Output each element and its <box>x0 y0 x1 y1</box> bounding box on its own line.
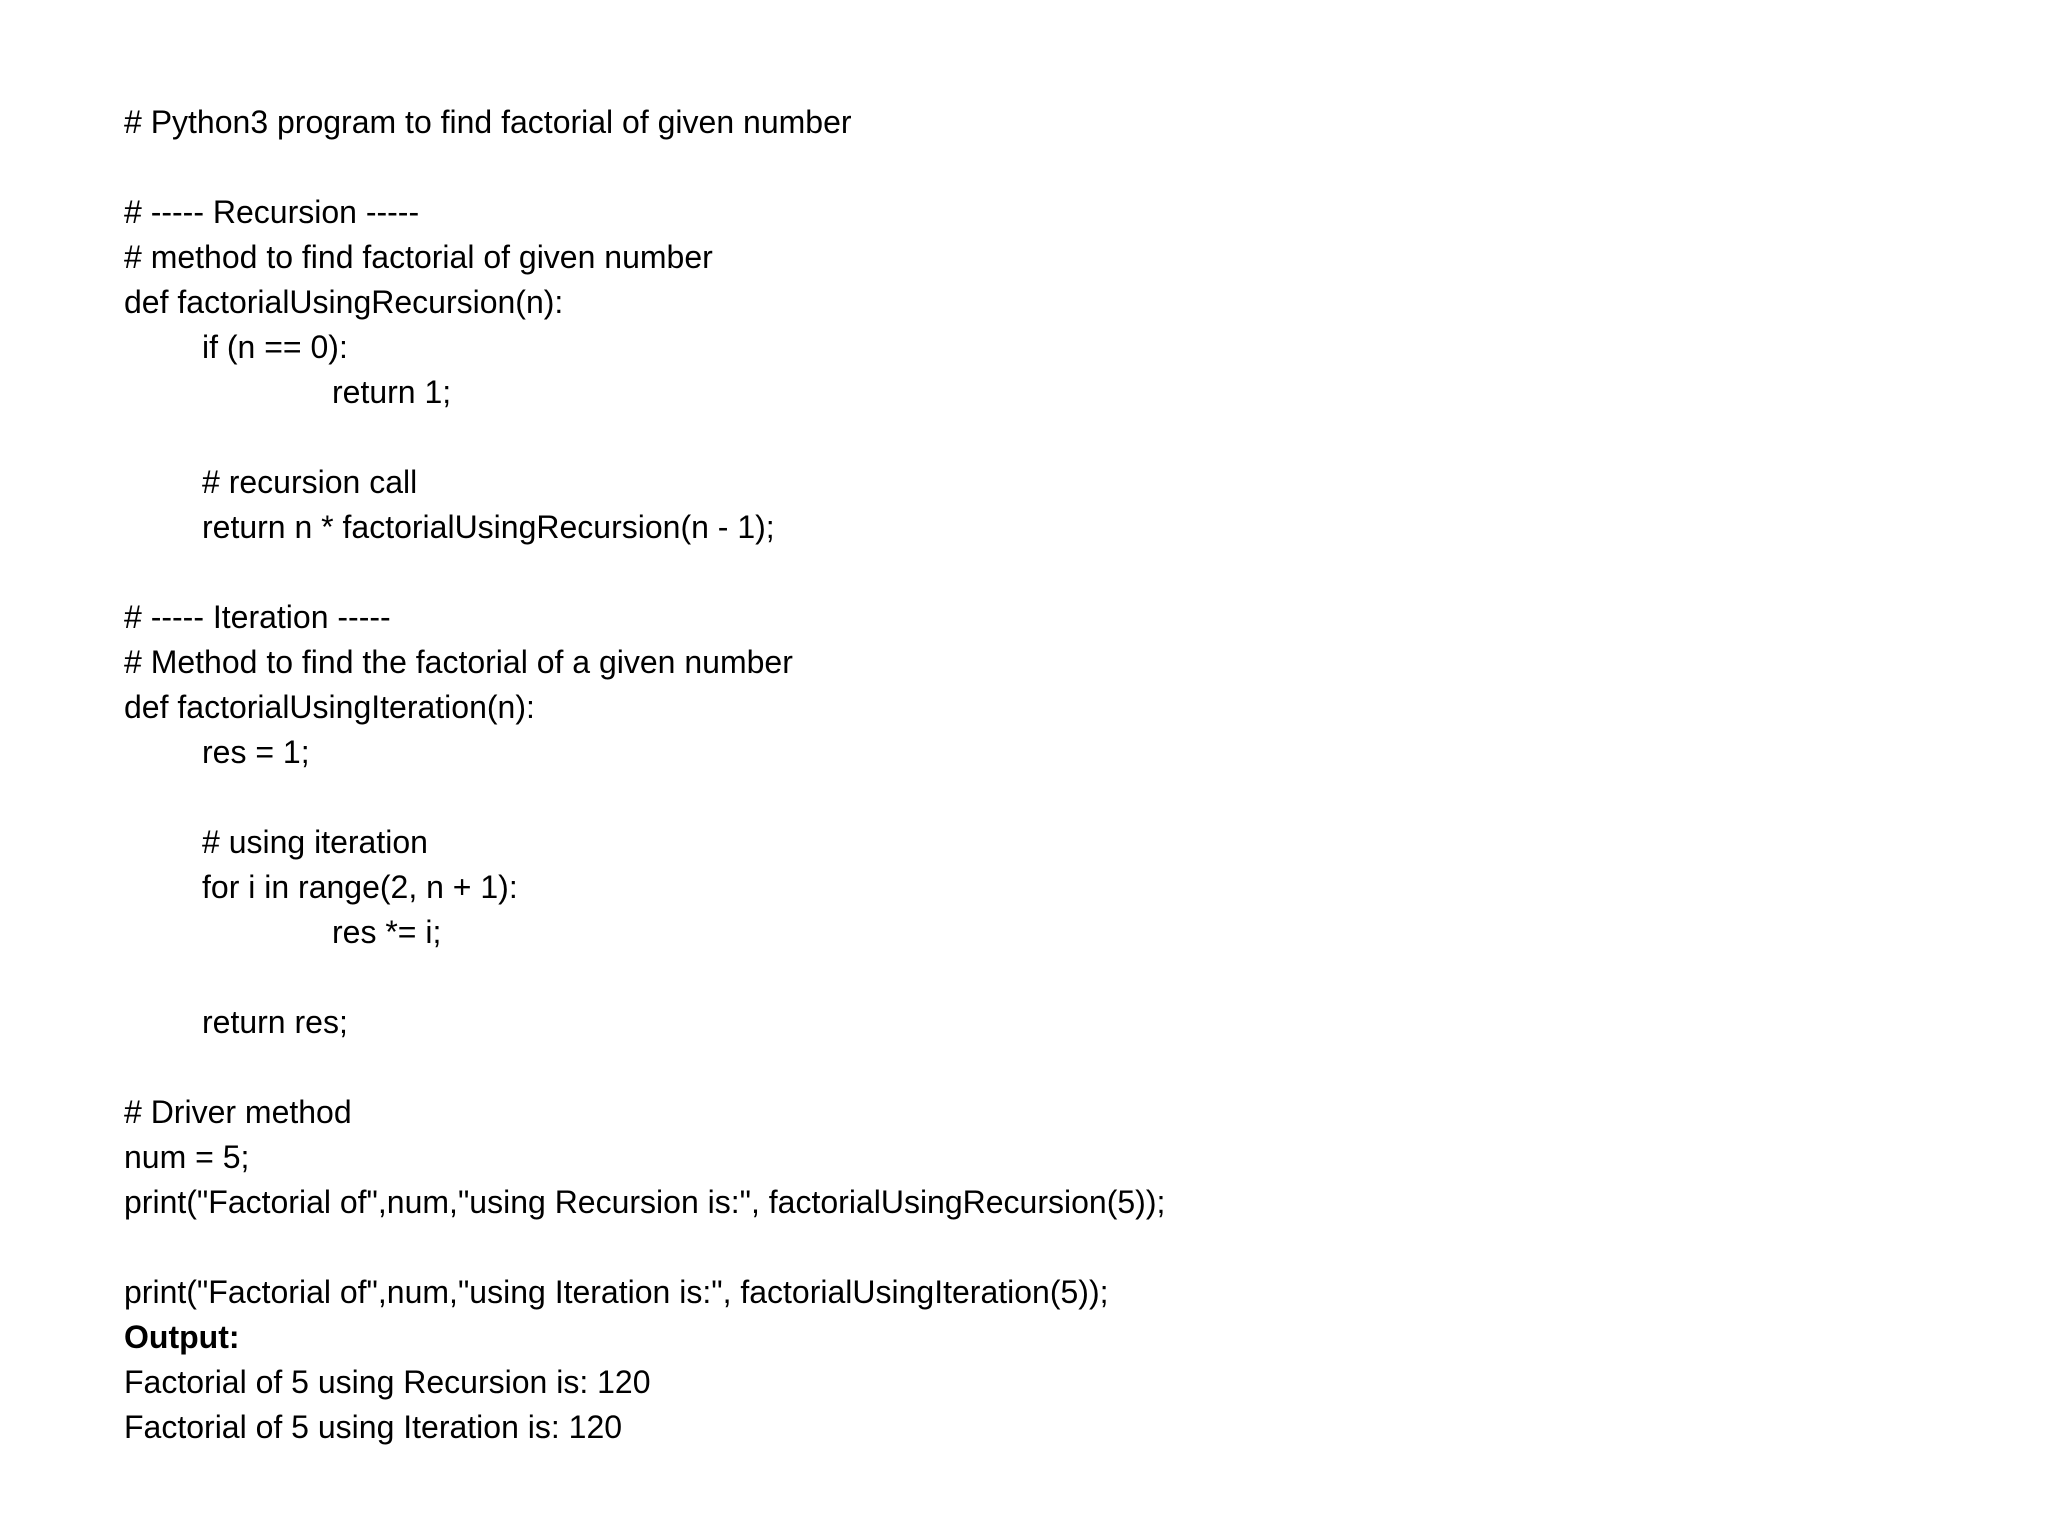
blank-line <box>124 145 1165 190</box>
code-line: res = 1; <box>202 734 310 770</box>
blank-line <box>124 1045 1165 1090</box>
code-line: return res; <box>202 1004 348 1040</box>
output-line: Factorial of 5 using Iteration is: 120 <box>124 1409 623 1445</box>
code-line: def factorialUsingIteration(n): <box>124 689 535 725</box>
code-line: # using iteration <box>202 824 428 860</box>
code-line: res *= i; <box>332 914 442 950</box>
code-line: # recursion call <box>202 464 418 500</box>
document-body <box>124 100 1165 1450</box>
blank-line <box>124 1225 1165 1270</box>
code-line: num = 5; <box>124 1139 250 1175</box>
code-line: if (n == 0): <box>202 329 348 365</box>
code-line: # ----- Iteration ----- <box>124 599 391 635</box>
code-line: # ----- Recursion ----- <box>124 194 420 230</box>
blank-line <box>124 550 1165 595</box>
output-heading: Output: <box>124 1319 240 1355</box>
code-line: # method to find factorial of given number <box>124 239 713 275</box>
code-line: return 1; <box>332 374 452 410</box>
code-line: # Python3 program to find factorial of given number <box>124 104 852 140</box>
blank-line <box>124 775 1165 820</box>
blank-line <box>124 415 1165 460</box>
code-line: # Method to find the factorial of a given number <box>124 644 793 680</box>
code-line: print("Factorial of",num,"using Iteration is:", factorialUsingIteration(5)); <box>124 1274 1109 1310</box>
output-line: Factorial of 5 using Recursion is: 120 <box>124 1364 651 1400</box>
code-line: for i in range(2, n + 1): <box>202 869 518 905</box>
code-line: return n * factorialUsingRecursion(n - 1); <box>202 509 775 545</box>
code-line: # Driver method <box>124 1094 352 1130</box>
blank-line <box>124 955 1165 1000</box>
code-line: print("Factorial of",num,"using Recursion is:", factorialUsingRecursion(5)); <box>124 1184 1166 1220</box>
code-line: def factorialUsingRecursion(n): <box>124 284 564 320</box>
